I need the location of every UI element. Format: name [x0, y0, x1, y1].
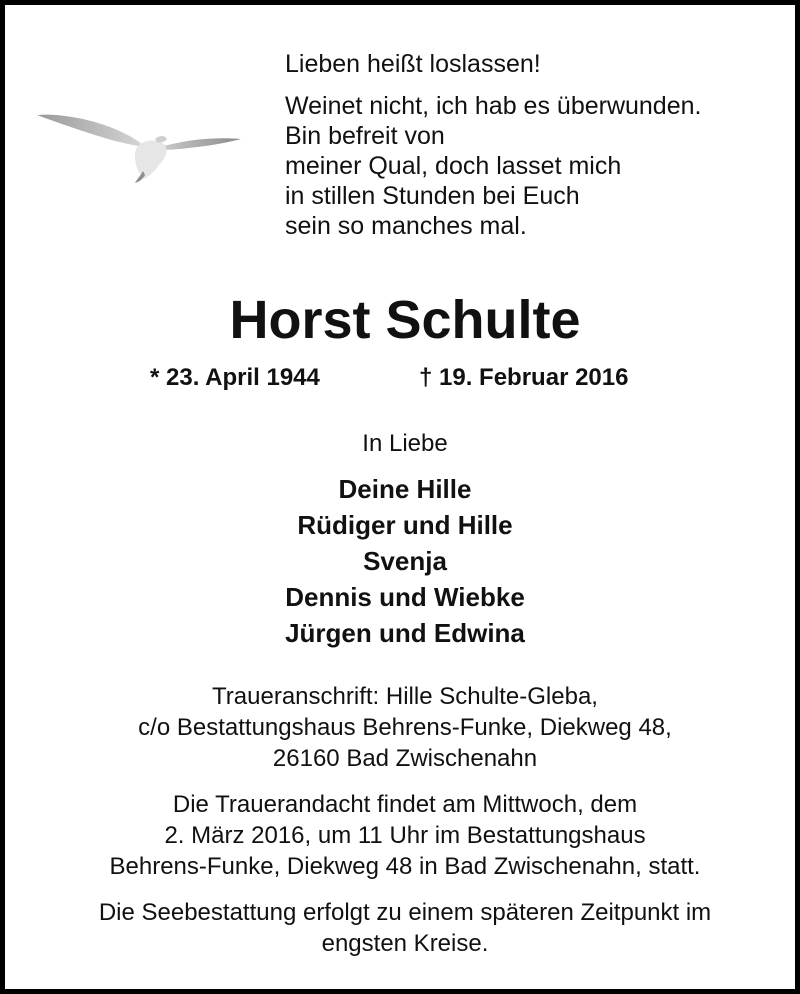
mourner-name: Jürgen und Edwina	[285, 618, 525, 648]
mourners-list	[5, 471, 800, 651]
burial-line: engsten Kreise.	[321, 930, 489, 957]
seagull-icon	[31, 101, 249, 251]
deceased-name: Horst Schulte	[229, 290, 581, 350]
poem-line: sein so manches mal.	[285, 212, 527, 240]
burial-line: Die Seebestattung erfolgt zu einem späteren Zeitpunkt im	[98, 899, 712, 926]
service-line: Behrens-Funke, Diekweg 48 in Bad Zwischenahn, statt.	[109, 853, 701, 880]
address-line: Traueranschrift: Hille Schulte-Gleba,	[212, 683, 598, 710]
address-line: 26160 Bad Zwischenahn	[272, 745, 538, 772]
mourner-name: Svenja	[363, 546, 447, 576]
poem-line: meiner Qual, doch lasset mich	[285, 152, 622, 180]
service-line: Die Trauerandacht findet am Mittwoch, dem	[172, 791, 638, 818]
address-line: c/o Bestattungshaus Behrens-Funke, Diekweg 48,	[138, 714, 672, 741]
mourner-name: Deine Hille	[338, 474, 472, 504]
poem-title: Lieben heißt loslassen!	[285, 50, 541, 78]
mourners-intro: In Liebe	[362, 430, 448, 457]
burial-notice	[5, 897, 800, 959]
service-line: 2. März 2016, um 11 Uhr im Bestattungshaus	[164, 822, 646, 849]
poem-line: Bin befreit von	[285, 122, 445, 150]
birth-date: * 23. April 1944	[150, 364, 320, 391]
service-notice	[5, 789, 800, 882]
poem-line: in stillen Stunden bei Euch	[285, 182, 580, 210]
poem-line: Weinet nicht, ich hab es überwunden.	[285, 92, 702, 120]
mourning-address	[5, 681, 800, 774]
death-date: † 19. Februar 2016	[419, 364, 629, 391]
mourner-name: Rüdiger und Hille	[297, 510, 513, 540]
poem	[285, 49, 701, 241]
mourner-name: Dennis und Wiebke	[285, 582, 525, 612]
